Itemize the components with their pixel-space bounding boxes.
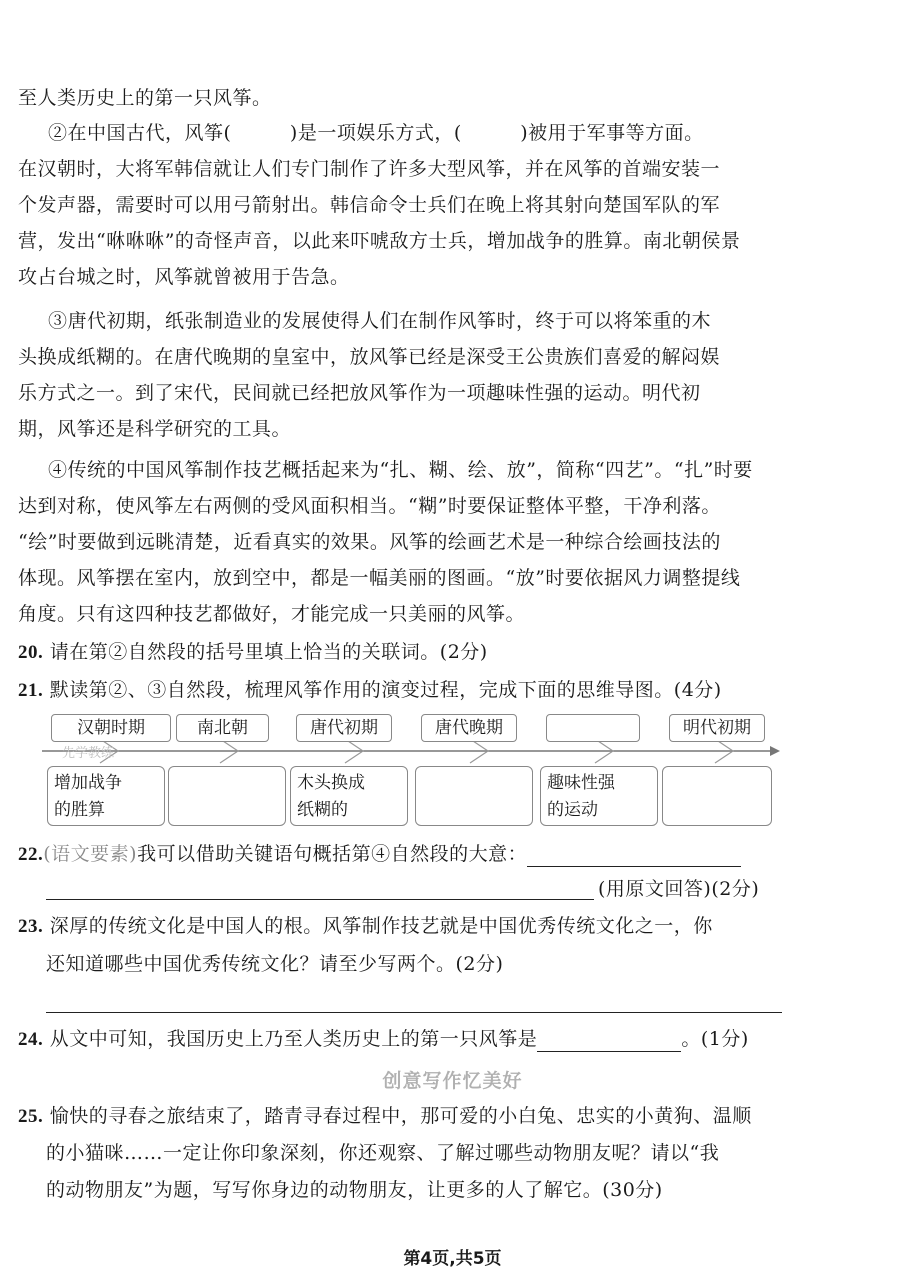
question-number: 21. — [18, 680, 44, 701]
question-23 — [18, 914, 713, 939]
question-text: 愉快的寻春之旅结束了，踏青寻春过程中，那可爱的小白兔、忠实的小黄狗、温顺 — [49, 1105, 752, 1127]
mindmap-stage-late-tang: 唐代晚期 — [421, 714, 517, 742]
question-number: 20. — [18, 642, 44, 663]
answer-line[interactable] — [46, 1012, 782, 1013]
mindmap-stage-nanbeichao: 南北朝 — [176, 714, 269, 742]
question-22 — [18, 842, 741, 867]
passage-p4-line: “绘”时要做到远眺清楚，近看真实的效果。风筝的绘画艺术是一种综合绘画技法的 — [18, 531, 721, 553]
passage-p4-line: ④传统的中国风筝制作技艺概括起来为“扎、糊、绘、放”，简称“四艺”。“扎”时要 — [48, 459, 753, 481]
question-25 — [18, 1104, 752, 1129]
question-text: 从文中可知，我国历史上乃至人类历史上的第一只风筝是 — [49, 1028, 538, 1050]
mindmap-stage-early-ming: 明代初期 — [669, 714, 765, 742]
mindmap-stage-early-tang: 唐代初期 — [296, 714, 392, 742]
mindmap-use-box — [290, 766, 408, 826]
question-text: 我可以借助关键语句概括第④自然段的大意： — [137, 843, 528, 865]
passage-p2-line: ②在中国古代，风筝( )是一项娱乐方式，( )被用于军事等方面。 — [48, 122, 704, 144]
question-text: 深厚的传统文化是中国人的根。风筝制作技艺就是中国优秀传统文化之一，你 — [49, 915, 713, 937]
passage-p4-line: 达到对称，使风筝左右两侧的受风面积相当。“糊”时要保证整体平整，干净利落。 — [18, 495, 721, 517]
passage-p3-line: 乐方式之一。到了宋代，民间就已经把放风筝作为一项趣味性强的运动。明代初 — [18, 382, 701, 404]
passage-p4-line: 体现。风筝摆在室内，放到空中，都是一幅美丽的图画。“放”时要依据风力调整提线 — [18, 567, 741, 589]
mindmap-stage-blank[interactable] — [546, 714, 640, 742]
passage-p2-line: 个发声器，需要时可以用弓箭射出。韩信命令士兵们在晚上将其射向楚国军队的军 — [18, 194, 721, 216]
answer-blank[interactable] — [527, 846, 741, 867]
answer-blank[interactable] — [537, 1031, 681, 1052]
passage-p1-tail: 至人类历史上的第一只风筝。 — [18, 87, 272, 109]
passage-p2-line: 在汉朝时，大将军韩信就让人们专门制作了许多大型风筝，并在风筝的首端安装一 — [18, 158, 721, 180]
passage-p3-line: 期，风筝还是科学研究的工具。 — [18, 418, 292, 440]
mindmap-stage-han: 汉朝时期 — [51, 714, 171, 742]
question-25-line3: 的动物朋友”为题，写写你身边的动物朋友，让更多的人了解它。(30分) — [46, 1179, 663, 1201]
mindmap-use-box — [540, 766, 658, 826]
mindmap-use-blank[interactable] — [168, 766, 286, 826]
question-tag: (语文要素) — [43, 843, 138, 865]
mindmap-use-text: 的运动 — [547, 800, 598, 820]
question-text: 默读第②、③自然段，梳理风筝作用的演变过程，完成下面的思维导图。(4分) — [49, 679, 722, 701]
question-25-line2: 的小猫咪……一定让你印象深刻，你还观察、了解过哪些动物朋友呢？请以“我 — [46, 1142, 720, 1164]
mindmap-use-text: 的胜算 — [54, 800, 105, 820]
question-text: 请在第②自然段的括号里填上恰当的关联词。(2分) — [49, 641, 488, 663]
mindmap-use-blank[interactable] — [415, 766, 533, 826]
question-23-line2: 还知道哪些中国优秀传统文化？请至少写两个。(2分) — [46, 953, 504, 975]
mindmap-use-text: 趣味性强 — [547, 773, 615, 793]
mindmap-use-text: 木头换成 — [297, 773, 365, 793]
question-number: 22. — [18, 844, 44, 865]
passage-p2-line: 营，发出“咻咻咻”的奇怪声音，以此来吓唬敌方士兵，增加战争的胜算。南北朝侯景 — [18, 230, 741, 252]
question-text-tail: 。(1分) — [681, 1028, 749, 1050]
watermark: 先学教练 — [62, 746, 115, 761]
answer-line[interactable] — [46, 899, 594, 900]
question-22-tail: (用原文回答)(2分) — [598, 878, 760, 900]
question-24 — [18, 1027, 749, 1052]
mindmap-use-blank[interactable] — [662, 766, 772, 826]
passage-p4-line: 角度。只有这四种技艺都做好，才能完成一只美丽的风筝。 — [18, 603, 526, 625]
mindmap-use-text: 增加战争 — [54, 773, 122, 793]
question-number: 24. — [18, 1029, 44, 1050]
section-title: 创意写作忆美好 — [382, 1070, 523, 1092]
mindmap-use-box — [47, 766, 165, 826]
question-21 — [18, 678, 722, 703]
passage-p2-line: 攻占台城之时，风筝就曾被用于告急。 — [18, 266, 350, 288]
question-number: 23. — [18, 916, 44, 937]
page-number: 第4页,共5页 — [403, 1249, 502, 1269]
question-number: 25. — [18, 1106, 44, 1127]
passage-p3-line: ③唐代初期，纸张制造业的发展使得人们在制作风筝时，终于可以将笨重的木 — [48, 310, 712, 332]
mindmap-use-text: 纸糊的 — [297, 800, 348, 820]
question-20 — [18, 640, 488, 665]
passage-p3-line: 头换成纸糊的。在唐代晚期的皇室中，放风筝已经是深受王公贵族们喜爱的解闷娱 — [18, 346, 721, 368]
